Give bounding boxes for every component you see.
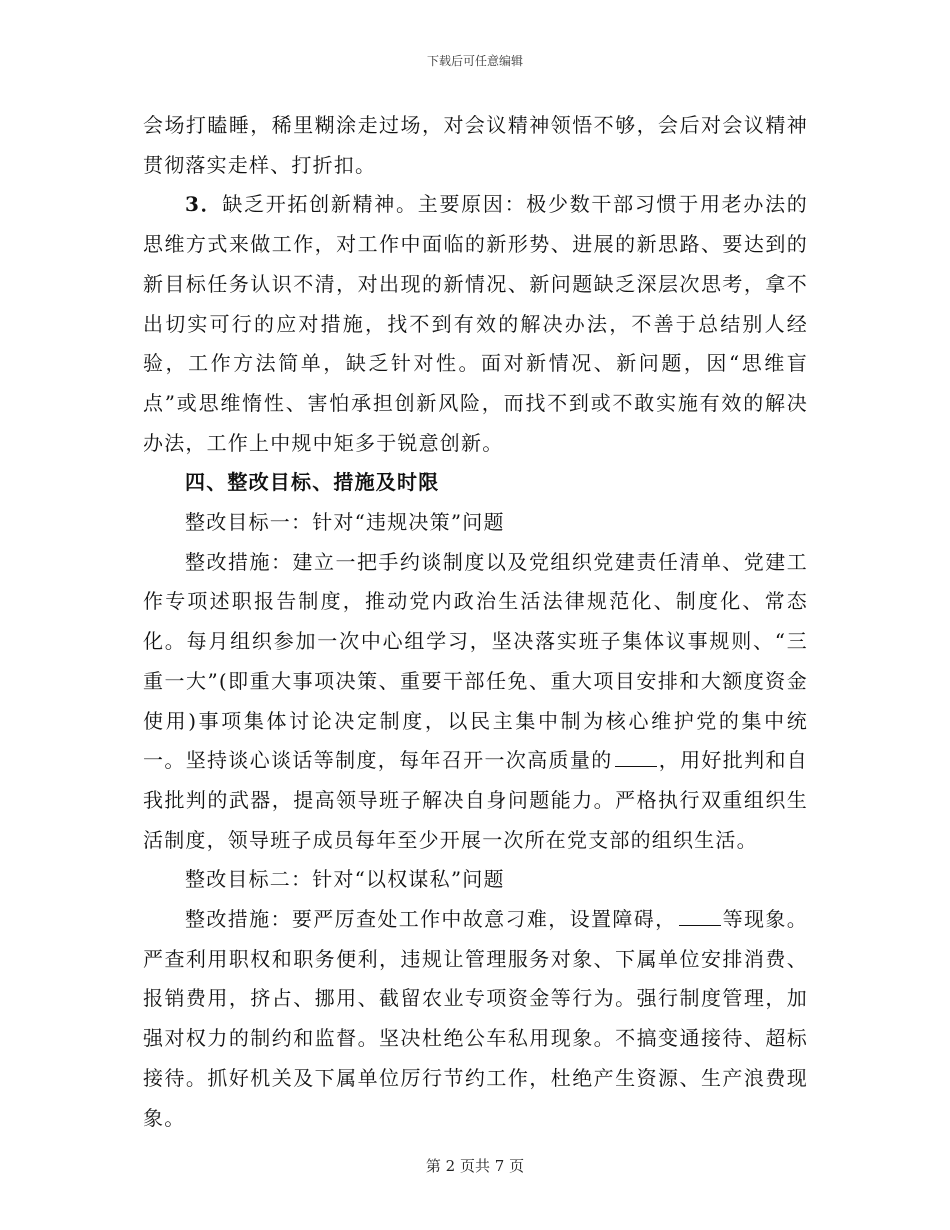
document-body [143,106,808,1138]
measure-one [143,543,808,861]
paragraph-meeting: 会场打瞌睡，稀里糊涂走过场，对会议精神领悟不够，会后对会议精神贯彻落实走样、打折扣。 [143,113,808,177]
paragraph-innovation [143,185,808,463]
fill-blank [679,924,721,926]
paragraph-innovation-text: 缺乏开拓创新精神。主要原因：极少数干部习惯于用老办法的思维方式来做工作，对工作中面临的新形势、进展的新思路、要达到的新目标任务认识不清，对出现的新情况、新问题缺乏深层次思考，拿不出切实可行的应对措施，找不到有效的解决办法，不善于总结别人经验，工作方法简单，缺乏针对性。面对新情况、新问题，因“思维盲点”或思维惰性、害怕承担创新风险，而找不到或不敢实施有效的解决办法，工作上中规中矩多于锐意创新。 [143,192,808,455]
measure-two-text-a: 整改措施：要严厉查处工作中故意刁难，设置障碍， [185,907,677,932]
measure-one-text-a: 整改措施：建立一把手约谈制度以及党组织党建责任清单、党建工作专项述职报告制度，推动党内政治生活法律规范化、制度化、常态化。每月组织参加一次中心组学习，坚决落实班子集体议事规则、“三重一大”(即重大事项决策、重要干部任免、重大项目安排和大额度资金使用)事项集体讨论决定制度，以民主集中制为核心维护党的集中统一。坚持谈心谈话等制度，每年召开一次高质量的 [143,549,808,773]
item-number: 3． [185,192,223,217]
measure-one-text-b: ，用好批判和自我批判的武器，提高领导班子解决自身问题能力。严格执行双重组织生活制度，领导班子成员每年至少开展一次所在党支部的组织生活。 [143,748,808,852]
goal-two: 整改目标二：针对“以权谋私”问题 [185,867,505,892]
page-footer: 第 2 页共 7 页 [425,1157,525,1175]
goal-one: 整改目标一：针对“违规决策”问题 [185,510,505,535]
measure-two-text-b: 等现象。严查利用职权和职务便利，违规让管理服务对象、下属单位安排消费、报销费用，挤占、挪用、截留农业专项资金等行为。强行制度管理，加强对权力的制约和监督。坚决杜绝公车私用现象。不搞变通接待、超标接待。抓好机关及下属单位厉行节约工作，杜绝产生资源、生产浪费现象。 [143,907,808,1130]
fill-blank [615,765,657,767]
measure-two [143,900,808,1138]
page-header: 下载后可任意编辑 [426,54,523,68]
section-heading: 四、整改目标、措施及时限 [185,470,440,495]
